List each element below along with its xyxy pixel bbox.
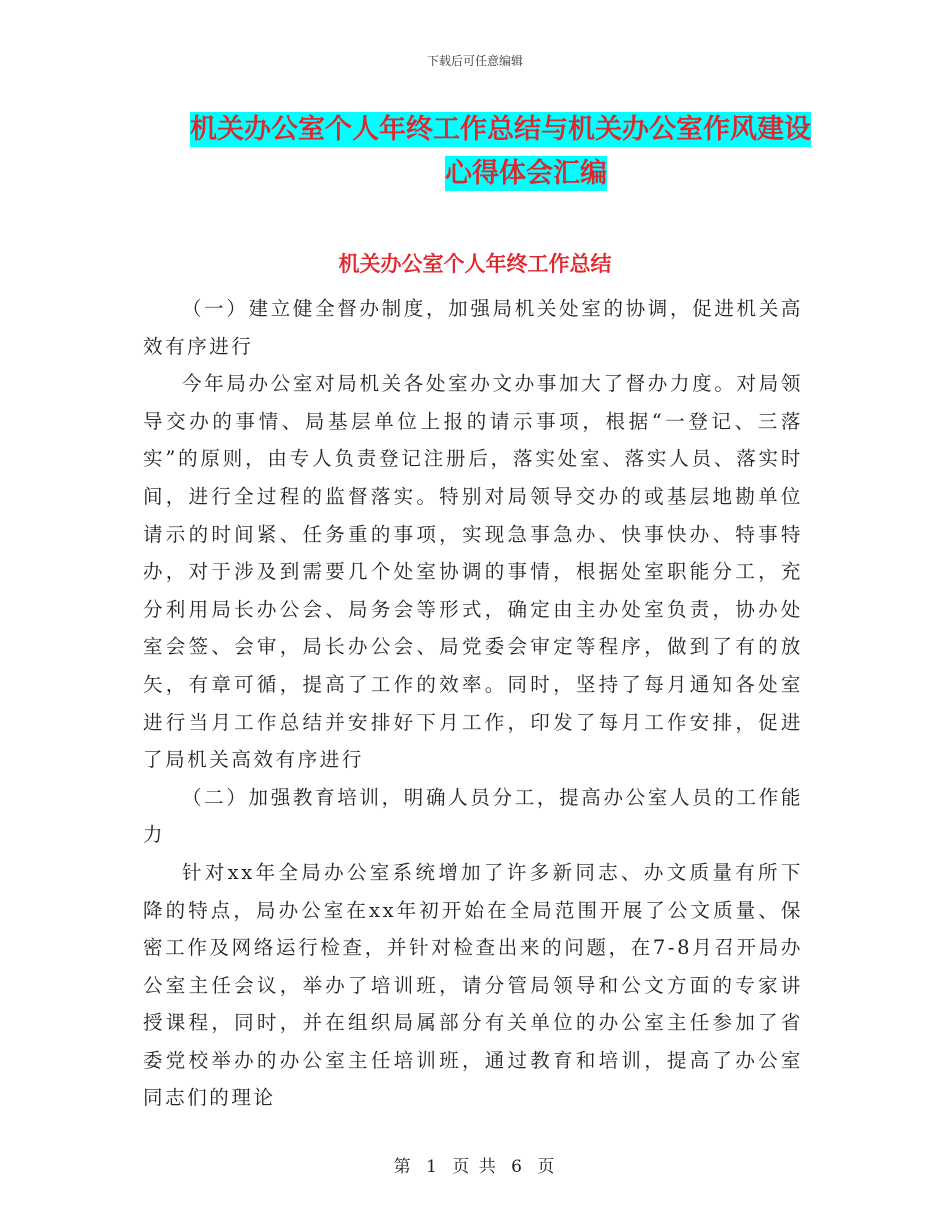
- footer-prefix: 第: [393, 1157, 413, 1177]
- footer-mid: 页 共: [452, 1157, 498, 1177]
- footer-suffix: 页: [537, 1157, 557, 1177]
- title-line-1-text: 机关办公室个人年终工作总结与机关办公室作风建设: [190, 114, 811, 145]
- page-total: 6: [511, 1157, 524, 1177]
- paragraph-heading-2: （二）加强教育培训，明确人员分工，提高办公室人员的工作能力: [143, 785, 803, 847]
- section-title: 机关办公室个人年终工作总结: [338, 252, 612, 276]
- header-note: 下载后可任意编辑: [426, 54, 523, 68]
- title-line-1: [190, 108, 810, 152]
- document-title: [190, 108, 810, 196]
- document-body: [143, 290, 803, 1117]
- paragraph-heading-1: （一）建立健全督办制度，加强局机关处室的协调，促进机关高效有序进行: [143, 297, 803, 358]
- paragraph-body-1: 今年局办公室对局机关各处室办文办事加大了督办力度。对局领导交办的事情、局基层单位上报的请示事项，根据“一登记、三落实”的原则，由专人负责登记注册后，落实处室、落实人员、落实时间，进行全过程的监督落实。特别对局领导交办的或基层地勘单位请示的时间紧、任务重的事项，实现急事急办、快事快办、特事特办，对于涉及到需要几个处室协调的事情，根据处室职能分工，充分利用局长办公会、局务会等形式，确定由主办处室负责，协办处室会签、会审，局长办公会、局党委会审定等程序，做到了有的放矢，有章可循，提高了工作的效率。同时，坚持了每月通知各处室进行当月工作总结并安排好下月工作，印发了每月工作安排，促进了局机关高效有序进行: [143, 372, 803, 772]
- paragraph-body-2: 针对xx年全局办公室系统增加了许多新同志、办文质量有所下降的特点，局办公室在xx年初开始在全局范围开展了公文质量、保密工作及网络运行检查，并针对检查出来的问题，在7-8月召开局办公室主任会议，举办了培训班，请分管局领导和公文方面的专家讲授课程，同时，并在组织局属部分有关单位的办公室主任参加了省委党校举办的办公室主任培训班，通过教育和培训，提高了办公室同志们的理论: [143, 860, 803, 1110]
- title-line-2: [190, 152, 810, 196]
- title-line-2-text: 心得体会汇编: [445, 158, 607, 189]
- page-footer: [0, 1152, 950, 1177]
- page-number: 1: [426, 1157, 439, 1177]
